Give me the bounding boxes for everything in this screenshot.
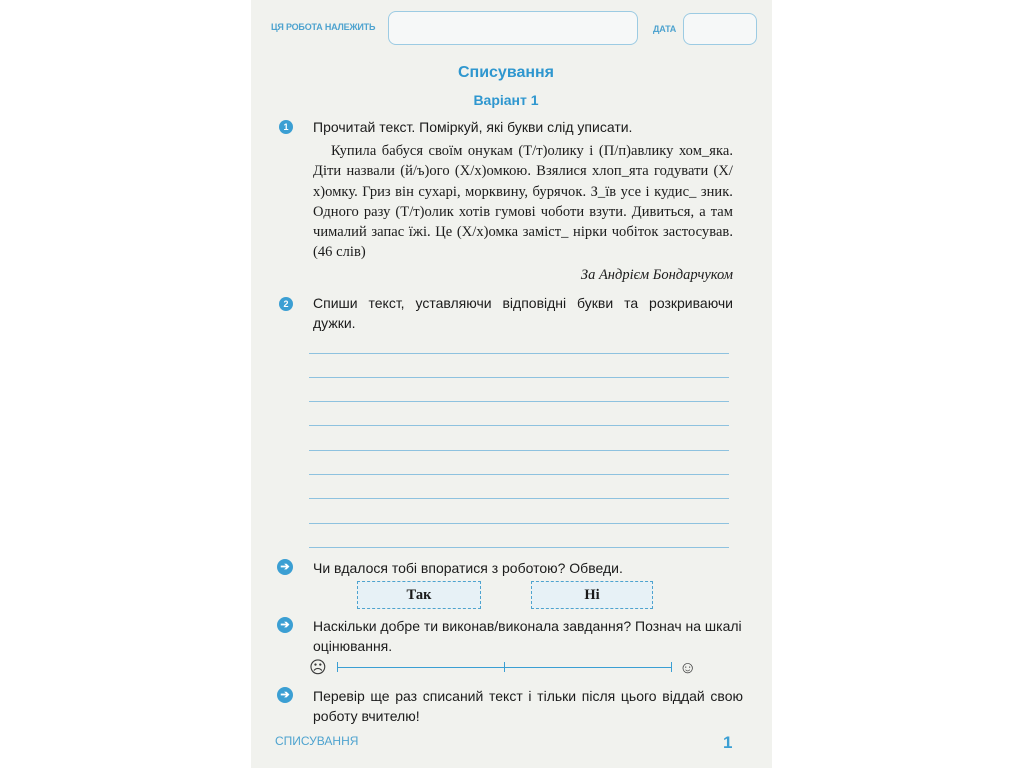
page-title: Списування (457, 64, 555, 81)
writing-line[interactable] (309, 401, 729, 402)
writing-line[interactable] (309, 498, 729, 499)
footer-section-label: СПИСУВАННЯ (275, 734, 359, 748)
writing-line[interactable] (309, 377, 729, 378)
writing-line[interactable] (309, 450, 729, 451)
owner-label: ЦЯ РОБОТА НАЛЕЖИТЬ (271, 22, 376, 32)
page-number: 1 (723, 733, 733, 752)
reflection-question-2: Наскільки добре ти виконав/виконала завдання? Познач на шкалі оцінювання. (313, 618, 742, 654)
variant-subtitle: Варіант 1 (473, 92, 539, 108)
owner-name-field[interactable] (388, 11, 638, 45)
arrow-icon: ➔ (277, 687, 293, 703)
writing-line[interactable] (309, 523, 729, 524)
task-number-badge: 2 (279, 297, 293, 311)
task1-instruction: Прочитай текст. Поміркуй, які букви слід уписати. (313, 119, 633, 135)
answer-no-option[interactable]: Ні (531, 581, 653, 609)
date-label: ДАТА (653, 24, 677, 34)
reflection-question-1: Чи вдалося тобі впоратися з роботою? Обведи. (313, 560, 623, 576)
smiley-face-icon: ☺ (679, 658, 697, 677)
answer-yes-option[interactable]: Так (357, 581, 481, 609)
arrow-icon: ➔ (277, 559, 293, 575)
task2-instruction: Спиши текст, уставляючи відповідні букви та розкриваючи дужки. (313, 295, 733, 331)
task1-text: Купила бабуся своїм онукам (Т/т)олику і (П/п)авлику хом_яка. Діти назвали (й/ъ)ого (Х/х)омкою. Взялися хлоп_ята годувати (Х/х)омку. Гриз він сухарі, морквину, бурячок. З_їв усе і кудис_ зник. Одного разу (Т/т)олик хотів гумові чоботи взути. Дивиться, а там чималий запас їжі. Це (Х/х)омка заміст_ нірки чобіток застосував. (46 слів) (313, 143, 733, 261)
arrow-icon: ➔ (277, 617, 293, 633)
task-number-badge: 1 (279, 120, 293, 134)
scale-tick (671, 662, 672, 672)
date-field[interactable] (683, 13, 757, 45)
writing-line[interactable] (309, 353, 729, 354)
writing-line[interactable] (309, 547, 729, 548)
reflection-question-3: Перевір ще раз списаний текст і тільки після цього віддай свою роботу вчителю! (313, 688, 743, 724)
worksheet-page (251, 0, 772, 768)
task1-text-block (313, 141, 733, 263)
writing-line[interactable] (309, 425, 729, 426)
scale-tick (504, 662, 505, 672)
writing-line[interactable] (309, 474, 729, 475)
task1-author: За Андрієм Бондарчуком (580, 267, 733, 283)
sad-face-icon: ☹ (309, 658, 327, 677)
